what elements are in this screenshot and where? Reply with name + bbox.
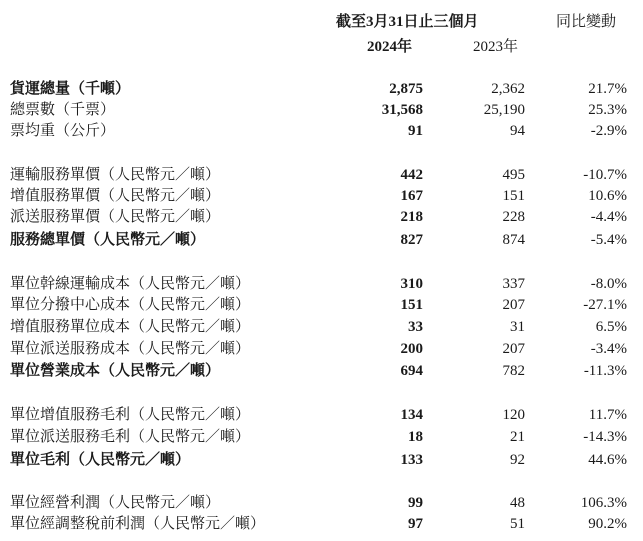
yoy-change: -10.7% — [583, 167, 627, 183]
table-row — [0, 295, 643, 316]
row-label: 單位增值服務毛利（人民幣元／噸） — [10, 407, 251, 423]
yoy-change: -11.3% — [583, 363, 627, 379]
yoy-change: 90.2% — [588, 516, 627, 532]
row-label: 單位毛利（人民幣元／噸） — [10, 452, 191, 468]
row-label: 單位分撥中心成本（人民幣元／噸） — [10, 297, 251, 313]
row-label: 單位幹線運輸成本（人民幣元／噸） — [10, 276, 251, 292]
row-label: 單位經調整稅前利潤（人民幣元／噸） — [10, 516, 266, 532]
period-header: 截至3月31日止三個月 — [336, 14, 479, 30]
table-row — [0, 274, 643, 295]
value-2023: 120 — [502, 407, 525, 423]
table-row — [0, 186, 643, 207]
value-2023: 151 — [502, 188, 525, 204]
yoy-change: -5.4% — [590, 232, 627, 248]
table-row — [0, 165, 643, 186]
value-2023: 31 — [510, 319, 525, 335]
table-row — [0, 230, 643, 251]
value-2023: 207 — [502, 297, 525, 313]
value-2023: 92 — [510, 452, 525, 468]
table-row — [0, 339, 643, 360]
value-2023: 207 — [502, 341, 525, 357]
value-2024: 827 — [400, 232, 423, 248]
yoy-change: -14.3% — [583, 429, 627, 445]
row-label: 總票數（千票） — [10, 102, 116, 118]
year-prior-header: 2023年 — [473, 39, 519, 55]
value-2023: 25,190 — [483, 102, 525, 118]
row-label: 增值服務單位成本（人民幣元／噸） — [10, 319, 251, 335]
table-row — [0, 79, 643, 100]
value-2023: 2,362 — [491, 81, 525, 97]
yoy-change: 106.3% — [580, 495, 627, 511]
value-2024: 31,568 — [381, 102, 423, 118]
value-2024: 2,875 — [389, 81, 423, 97]
value-2024: 91 — [408, 123, 423, 139]
value-2023: 337 — [502, 276, 525, 292]
row-label: 單位派送服務成本（人民幣元／噸） — [10, 341, 251, 357]
row-label: 派送服務單價（人民幣元／噸） — [10, 209, 221, 225]
value-2023: 51 — [510, 516, 525, 532]
value-2024: 167 — [400, 188, 423, 204]
table-row — [0, 427, 643, 448]
value-2024: 218 — [400, 209, 423, 225]
value-2024: 33 — [408, 319, 423, 335]
yoy-change: 11.7% — [588, 407, 627, 423]
value-2024: 134 — [400, 407, 423, 423]
value-2024: 99 — [408, 495, 423, 511]
table-row — [0, 361, 643, 382]
yoy-change: -3.4% — [590, 341, 627, 357]
value-2023: 874 — [502, 232, 525, 248]
yoy-change: -2.9% — [590, 123, 627, 139]
row-label: 運輸服務單價（人民幣元／噸） — [10, 167, 221, 183]
row-label: 票均重（公斤） — [10, 123, 116, 139]
row-label: 貨運總量（千噸） — [10, 81, 131, 97]
value-2024: 442 — [400, 167, 423, 183]
table-row — [0, 405, 643, 426]
value-2024: 200 — [400, 341, 423, 357]
yoy-change: 44.6% — [588, 452, 627, 468]
table-row — [0, 207, 643, 228]
value-2023: 21 — [510, 429, 525, 445]
yoy-change: 25.3% — [588, 102, 627, 118]
row-label: 單位經營利潤（人民幣元／噸） — [10, 495, 221, 511]
value-2024: 694 — [400, 363, 423, 379]
table-row — [0, 493, 643, 514]
yoy-change: 21.7% — [588, 81, 627, 97]
row-label: 服務總單價（人民幣元／噸） — [10, 232, 206, 248]
table-row — [0, 317, 643, 338]
value-2024: 133 — [400, 452, 423, 468]
row-label: 增值服務單價（人民幣元／噸） — [10, 188, 221, 204]
value-2023: 228 — [502, 209, 525, 225]
yoy-header: 同比變動 — [556, 14, 617, 30]
value-2023: 782 — [502, 363, 525, 379]
year-current-header: 2024年 — [367, 39, 413, 55]
table-row — [0, 100, 643, 121]
value-2024: 151 — [400, 297, 423, 313]
table-row — [0, 514, 643, 535]
value-2023: 495 — [502, 167, 525, 183]
table-row — [0, 121, 643, 142]
value-2024: 97 — [408, 516, 423, 532]
value-2023: 94 — [510, 123, 525, 139]
table-row — [0, 450, 643, 471]
yoy-change: 6.5% — [595, 319, 627, 335]
row-label: 單位派送服務毛利（人民幣元／噸） — [10, 429, 251, 445]
row-label: 單位營業成本（人民幣元／噸） — [10, 363, 221, 379]
yoy-change: -4.4% — [590, 209, 627, 225]
yoy-change: 10.6% — [588, 188, 627, 204]
value-2024: 310 — [400, 276, 423, 292]
value-2024: 18 — [408, 429, 423, 445]
value-2023: 48 — [510, 495, 525, 511]
yoy-change: -8.0% — [590, 276, 627, 292]
yoy-change: -27.1% — [583, 297, 627, 313]
